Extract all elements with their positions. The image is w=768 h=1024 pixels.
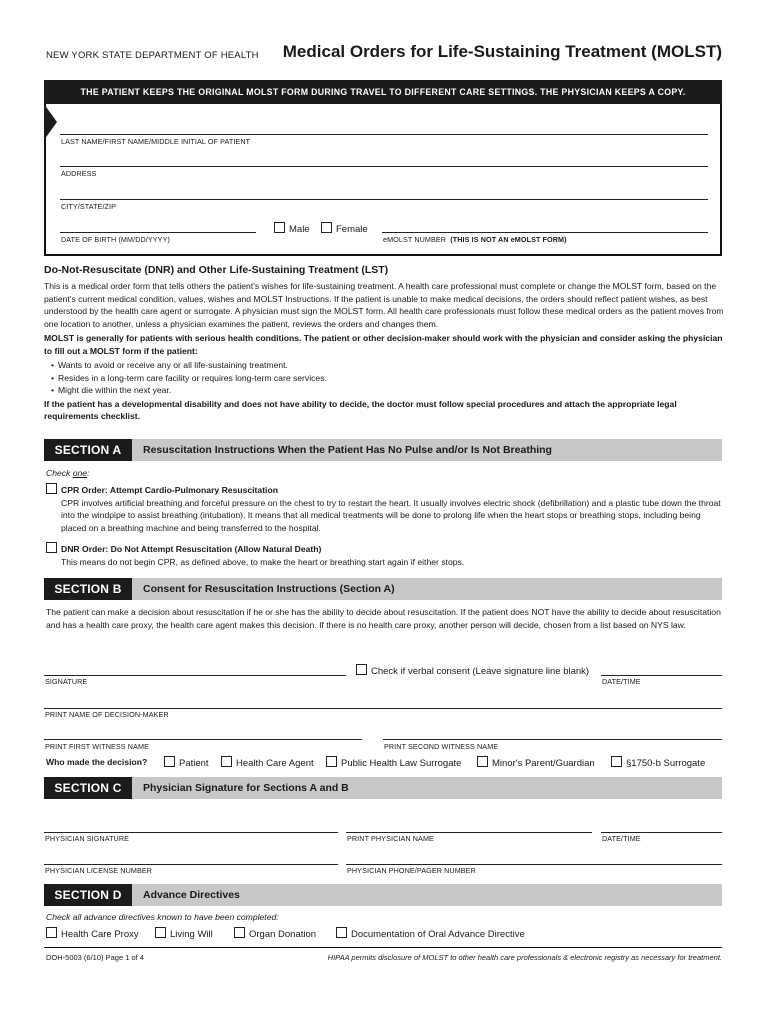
footer-rule [44, 947, 722, 948]
who-1750b-option[interactable] [611, 756, 705, 769]
patient-name-label: LAST NAME/FIRST NAME/MIDDLE INITIAL OF PATIENT [61, 137, 251, 146]
phone-line[interactable] [346, 864, 722, 865]
male-checkbox[interactable] [274, 222, 285, 233]
section-a-title: Resuscitation Instructions When the Patient Has No Pulse and/or Is Not Breathing [143, 444, 552, 456]
intro-eligibility: MOLST is generally for patients with serious health conditions. The patient or other decision-maker should work with the physician and consider asking the physician to fill out a MOLST form if the patient: [44, 332, 723, 356]
dnr-description: This means do not begin CPR, as defined above, to make the heart or breathing start again if either stops. [61, 556, 465, 567]
who-decided-label: Who made the decision? [46, 757, 148, 767]
male-option[interactable] [274, 222, 310, 235]
intro-paragraph: This is a medical order form that tells others the patient's wishes for life-sustaining treatment. A health care professional must complete or change the MOLST form, based on the patient's current medical condition, values, wishes and MOLST Instructions. If the patient is unable to make medical decisions, the orders should reflect patient wishes, as best understood by the health care agent or surrogate. A physician must sign the MOLST form. All health care professionals must follow these medical orders as the patient moves from one location to another, unless a physician examines the patient, reviews the orders and changes them. [44, 281, 724, 330]
who-option-label: Minor's Parent/Guardian [492, 758, 595, 769]
physician-signature-line[interactable] [44, 832, 338, 833]
dnr-option[interactable] [46, 542, 722, 568]
section-b-title: Consent for Resuscitation Instructions (Section A) [143, 583, 395, 595]
patient-info-box [44, 80, 722, 256]
address-label: ADDRESS [61, 169, 97, 178]
cpr-checkbox[interactable] [46, 483, 57, 494]
verbal-consent-label: Check if verbal consent (Leave signature line blank) [371, 666, 590, 677]
eligibility-list [44, 359, 724, 397]
disability-note: If the patient has a developmental disability and does not have ability to decide, the doctor must follow special procedures and attach the appropriate legal requirements checklist. [44, 398, 677, 422]
directive-label: Documentation of Oral Advance Directive [351, 929, 525, 940]
proxy-checkbox[interactable] [46, 927, 57, 938]
emolst-line[interactable] [382, 232, 708, 233]
physician-signature-label: PHYSICIAN SIGNATURE [45, 834, 130, 843]
who-option-label: Health Care Agent [236, 758, 314, 769]
section-d-bar [44, 884, 722, 906]
agency-name: NEW YORK STATE DEPARTMENT OF HEALTH [46, 50, 259, 61]
section-a-label: SECTION A [44, 439, 132, 461]
who-guardian-option[interactable] [477, 756, 595, 769]
city-state-zip-line[interactable] [60, 199, 708, 200]
first-witness-line[interactable] [44, 739, 362, 740]
section-b-label: SECTION B [44, 578, 132, 600]
female-label: Female [336, 224, 368, 235]
address-line[interactable] [60, 166, 708, 167]
signature-line[interactable] [44, 675, 346, 676]
cpr-option[interactable] [46, 483, 722, 535]
who-patient-option[interactable] [164, 756, 209, 769]
living-will-option[interactable] [155, 927, 213, 940]
patient-name-line[interactable] [60, 134, 708, 135]
health-care-proxy-option[interactable] [46, 927, 139, 940]
dnr-title: DNR Order: Do Not Attempt Resuscitation (Allow Natural Death) [61, 544, 322, 554]
patient-box-banner: THE PATIENT KEEPS THE ORIGINAL MOLST FORM DURING TRAVEL TO DIFFERENT CARE SETTINGS. THE PHYSICIAN KEEPS A COPY. [44, 80, 722, 104]
dob-line[interactable] [60, 232, 256, 233]
check-one-instruction [46, 467, 89, 480]
who-surrogate-checkbox[interactable] [326, 756, 337, 767]
intro-section [44, 264, 724, 423]
cpr-title: CPR Order: Attempt Cardio-Pulmonary Resuscitation [61, 485, 278, 495]
list-item: • Might die within the next year. [44, 384, 724, 397]
license-line[interactable] [44, 864, 338, 865]
section-c-title: Physician Signature for Sections A and B [143, 782, 349, 794]
who-agent-checkbox[interactable] [221, 756, 232, 767]
check-suffix: : [87, 468, 90, 478]
city-state-zip-label: CITY/STATE/ZIP [61, 202, 117, 211]
female-checkbox[interactable] [321, 222, 332, 233]
list-item: • Resides in a long-term care facility or requires long-term care services. [44, 372, 724, 385]
who-surrogate-option[interactable] [326, 756, 461, 769]
directive-label: Living Will [170, 929, 213, 940]
first-witness-label: PRINT FIRST WITNESS NAME [45, 742, 149, 751]
living-will-checkbox[interactable] [155, 927, 166, 938]
form-id: DOH-5003 (6/10) Page 1 of 4 [46, 953, 144, 962]
physician-date-line[interactable] [601, 832, 722, 833]
organ-donation-checkbox[interactable] [234, 927, 245, 938]
date-time-line[interactable] [601, 675, 722, 676]
verbal-consent-option[interactable] [356, 664, 589, 677]
directive-label: Health Care Proxy [61, 929, 139, 940]
dob-label: DATE OF BIRTH (MM/DD/YYYY) [61, 235, 170, 244]
emolst-label-wrap [383, 235, 567, 244]
section-b-paragraph: The patient can make a decision about resuscitation if he or she has the ability to decide about resuscitation. If the patient does NOT have the ability to decide about resuscitation and has a health care proxy, the health care agent makes this decision. If there is no health care proxy, another person will decide, chosen from a list based on NYS law. [46, 607, 721, 630]
signature-label: SIGNATURE [45, 677, 88, 686]
list-item: • Wants to avoid or receive any or all life-sustaining treatment. [44, 359, 724, 372]
oral-directive-checkbox[interactable] [336, 927, 347, 938]
form-title: Medical Orders for Life-Sustaining Treatment (MOLST) [282, 42, 722, 61]
section-c-label: SECTION C [44, 777, 132, 799]
second-witness-label: PRINT SECOND WITNESS NAME [384, 742, 499, 751]
who-patient-checkbox[interactable] [164, 756, 175, 767]
male-label: Male [289, 224, 310, 235]
hipaa-note: HIPAA permits disclosure of MOLST to other health care professionals & electronic registry as necessary for treatment. [327, 953, 722, 962]
cpr-description: CPR involves artificial breathing and forceful pressure on the chest to try to restart the heart. It usually involves electric shock (defibrillation) and a plastic tube down the throat into the windpipe to assist breathing (intubation). It means that all medical treatments will be done to prolong life when the heart stops or breathing stops, including being placed on a breathing machine and being transferred to the hospital. [61, 497, 721, 534]
physician-date-label: DATE/TIME [602, 834, 641, 843]
check-prefix: Check [46, 468, 73, 478]
female-option[interactable] [321, 222, 368, 235]
who-1750b-checkbox[interactable] [611, 756, 622, 767]
who-guardian-checkbox[interactable] [477, 756, 488, 767]
organ-donation-option[interactable] [234, 927, 316, 940]
who-option-label: Public Health Law Surrogate [341, 758, 462, 769]
check-one: one [72, 468, 88, 478]
emolst-label: eMOLST NUMBER [383, 235, 447, 244]
section-c-bar [44, 777, 722, 799]
who-option-label: §1750-b Surrogate [626, 758, 706, 769]
section-d-label: SECTION D [44, 884, 132, 906]
directive-label: Organ Donation [249, 929, 317, 940]
emolst-note: (THIS IS NOT AN eMOLST FORM) [450, 235, 567, 244]
dnr-checkbox[interactable] [46, 542, 57, 553]
oral-directive-option[interactable] [336, 927, 525, 940]
banner-arrow-icon [44, 104, 57, 140]
second-witness-line[interactable] [383, 739, 722, 740]
date-time-label: DATE/TIME [602, 677, 641, 686]
physician-name-line[interactable] [346, 832, 592, 833]
section-d-title: Advance Directives [143, 889, 240, 901]
section-a-bar [44, 439, 722, 461]
advance-directive-instruction: Check all advance directives known to have been completed: [46, 912, 279, 922]
lst-heading: Do-Not-Resuscitate (DNR) and Other Life-Sustaining Treatment (LST) [44, 264, 389, 276]
who-option-label: Patient [179, 758, 209, 769]
physician-name-label: PRINT PHYSICIAN NAME [347, 834, 434, 843]
license-label: PHYSICIAN LICENSE NUMBER [45, 866, 153, 875]
phone-label: PHYSICIAN PHONE/PAGER NUMBER [347, 866, 476, 875]
decision-maker-label: PRINT NAME OF DECISION-MAKER [45, 710, 169, 719]
verbal-consent-checkbox[interactable] [356, 664, 367, 675]
section-b-bar [44, 578, 722, 600]
decision-maker-line[interactable] [44, 708, 722, 709]
who-agent-option[interactable] [221, 756, 314, 769]
